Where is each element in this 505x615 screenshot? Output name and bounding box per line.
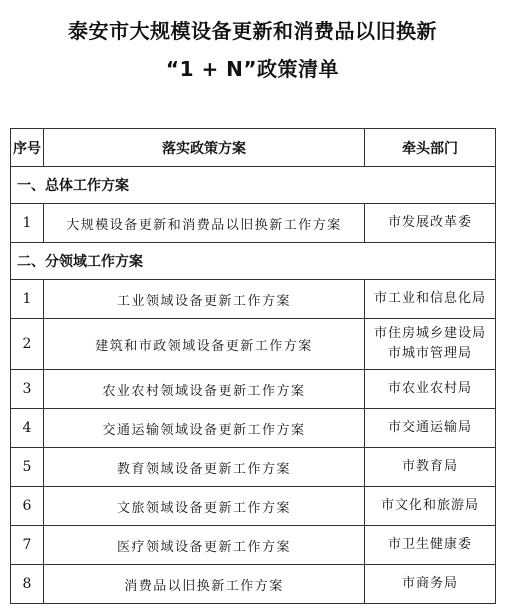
dept-name: 市文化和旅游局: [380, 498, 479, 513]
row-number: 4: [11, 409, 44, 448]
table-row: [11, 565, 496, 604]
row-dept: [365, 448, 496, 487]
dept-name: 市工业和信息化局: [373, 291, 486, 306]
row-plan: 大规模设备更新和消费品以旧换新工作方案: [44, 204, 365, 243]
table-row: [11, 204, 496, 243]
table-row: [11, 526, 496, 565]
row-plan: 工业领域设备更新工作方案: [44, 280, 365, 319]
row-plan: 医疗领域设备更新工作方案: [44, 526, 365, 565]
row-number: 8: [11, 565, 44, 604]
row-dept: [365, 565, 496, 604]
document-title-line-1: 泰安市大规模设备更新和消费品以旧换新: [68, 19, 437, 43]
header-no: 序号: [11, 129, 44, 167]
row-plan: 交通运输领域设备更新工作方案: [44, 409, 365, 448]
section-title: 一、总体工作方案: [11, 167, 496, 204]
row-number: 6: [11, 487, 44, 526]
table-row: [11, 370, 496, 409]
row-plan: 农业农村领域设备更新工作方案: [44, 370, 365, 409]
row-dept: [365, 280, 496, 319]
row-dept: [365, 319, 496, 370]
header-plan: 落实政策方案: [44, 129, 365, 167]
document-title-line-2: “1 + N”政策清单: [165, 57, 340, 81]
row-dept: [365, 204, 496, 243]
dept-name: 市商务局: [401, 576, 458, 591]
section-title: 二、分领域工作方案: [11, 243, 496, 280]
row-dept: [365, 487, 496, 526]
row-number: 1: [11, 280, 44, 319]
row-plan: 消费品以旧换新工作方案: [44, 565, 365, 604]
dept-name: 市城市管理局: [387, 346, 472, 361]
table-row: [11, 409, 496, 448]
dept-name: 市交通运输局: [387, 420, 472, 435]
row-number: 7: [11, 526, 44, 565]
row-plan: 文旅领域设备更新工作方案: [44, 487, 365, 526]
dept-name: 市教育局: [401, 459, 458, 474]
table-header-row: [11, 129, 496, 167]
row-plan: 建筑和市政领域设备更新工作方案: [44, 319, 365, 370]
dept-name: 市发展改革委: [387, 215, 472, 230]
table-row: [11, 280, 496, 319]
table-row: [11, 487, 496, 526]
dept-name: 市农业农村局: [387, 381, 472, 396]
row-number: 1: [11, 204, 44, 243]
row-dept: [365, 370, 496, 409]
policy-table: [10, 128, 496, 604]
dept-name: 市住房城乡建设局: [373, 326, 486, 341]
row-number: 2: [11, 319, 44, 370]
row-dept: [365, 409, 496, 448]
row-dept: [365, 526, 496, 565]
row-plan: 教育领域设备更新工作方案: [44, 448, 365, 487]
header-dept: 牵头部门: [365, 129, 496, 167]
section-row: [11, 167, 496, 204]
table-row: [11, 319, 496, 370]
dept-name: 市卫生健康委: [387, 537, 472, 552]
row-number: 5: [11, 448, 44, 487]
row-number: 3: [11, 370, 44, 409]
table-row: [11, 448, 496, 487]
section-row: [11, 243, 496, 280]
